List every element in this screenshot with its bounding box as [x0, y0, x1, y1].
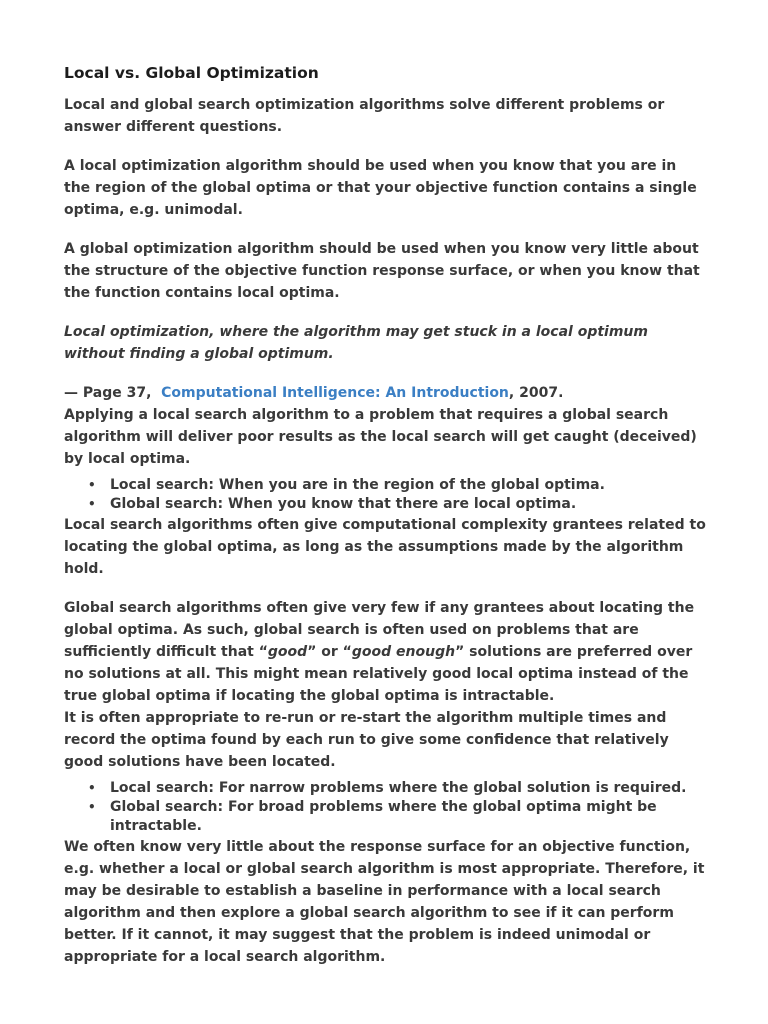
bullet-icon: • — [88, 800, 96, 814]
emphasis-good-enough: good enough — [351, 644, 456, 660]
paragraph-local-algorithm: A local optimization algorithm should be used when you know that you are in the region of the global optima or that your objective function contains a single optima, e.g. unimodal. — [64, 158, 697, 218]
list-item: • Local search: When you are in the region of the global optima. — [88, 477, 605, 493]
citation-suffix: , 2007. — [508, 385, 564, 401]
paragraph-global-algorithm: A global optimization algorithm should be used when you know very little about the structure of the objective function response surface, or when you know that the function contains local optima. — [64, 241, 700, 301]
citation — [64, 382, 706, 404]
paragraph-global-grantees: Global search algorithms often give very few if any grantees about locating the global optima. As such, global search is often used on problems that are sufficiently difficult that “good” or “good enough” solutions are preferred over no solutions at all. This might mean relatively good local optima instead of the true global optima if locating the global optima is intractable. — [64, 600, 695, 704]
citation-prefix: — Page 37, — [64, 385, 152, 401]
paragraph-poor-results: Applying a local search algorithm to a problem that requires a global search algorithm will deliver poor results as the local search will get caught (deceived) by local optima. — [64, 407, 697, 467]
paragraph-baseline: We often know very little about the response surface for an objective function, e.g. whether a local or global search algorithm is most appropriate. Therefore, it may be desirable to establish a baseline in performance with a local search algorithm and then explore a global search algorithm to see if it can perform better. If it cannot, it may suggest that the problem is indeed unimodal or appropriate for a local search algorithm. — [64, 839, 705, 965]
bullet-icon: • — [88, 497, 96, 511]
paragraph-local-complexity: Local search algorithms often give computational complexity grantees related to locating the global optima, as long as the assumptions made by the algorithm hold. — [64, 517, 706, 577]
book-link[interactable]: Computational Intelligence: An Introduction — [161, 385, 509, 401]
article — [64, 62, 706, 968]
block-quote: Local optimization, where the algorithm may get stuck in a local optimum without finding a global optimum. — [64, 324, 648, 362]
article-title: Local vs. Global Optimization — [64, 64, 319, 82]
emphasis-good: good — [267, 644, 308, 660]
paragraph-intro: Local and global search optimization algorithms solve different problems or answer different questions. — [64, 97, 665, 135]
bullet-list-problems — [64, 779, 706, 836]
list-item: • Local search: For narrow problems where the global solution is required. — [88, 780, 687, 796]
paragraph-restart: It is often appropriate to re-run or re-start the algorithm multiple times and record the optima found by each run to give some confidence that relatively good solutions have been located. — [64, 710, 669, 770]
bullet-icon: • — [88, 781, 96, 795]
bullet-icon: • — [88, 478, 96, 492]
list-item: • Global search: For broad problems where the global optima might be intractable. — [88, 799, 657, 834]
list-item: • Global search: When you know that there are local optima. — [88, 496, 577, 512]
bullet-list-when — [64, 476, 706, 514]
